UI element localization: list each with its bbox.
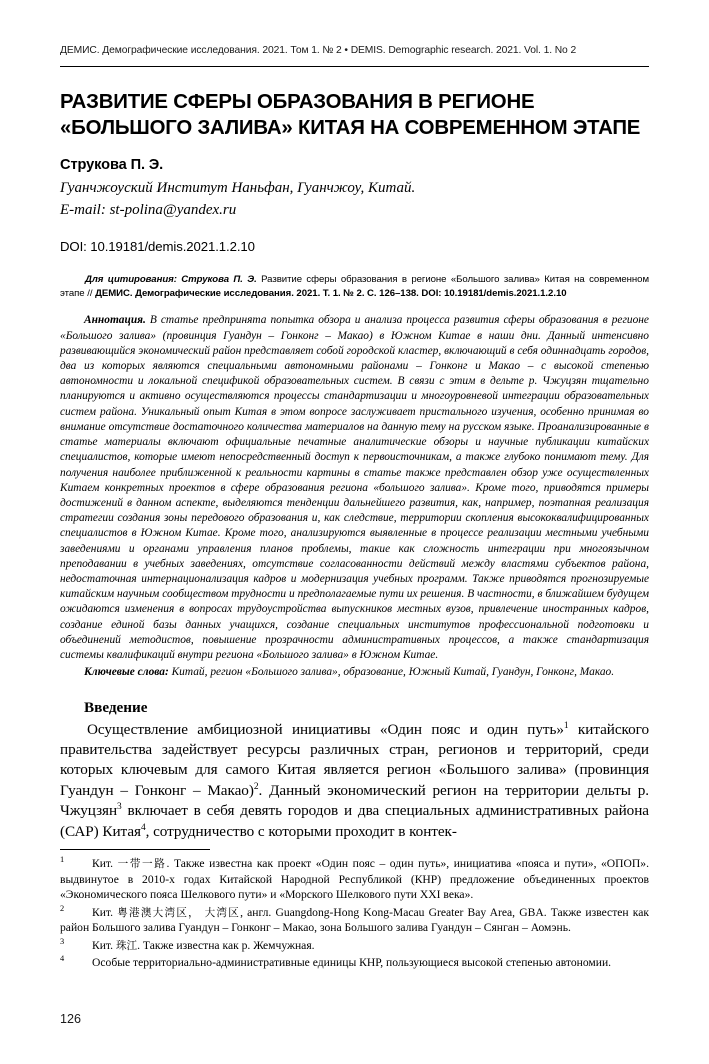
page-title bbox=[60, 89, 649, 141]
doi[interactable]: DOI: 10.19181/demis.2021.1.2.10 bbox=[60, 239, 255, 255]
citation-block bbox=[60, 273, 649, 300]
author-affiliation: Гуанчжоуский Институт Наньфан, Гуанчжоу, Китай. bbox=[60, 179, 416, 196]
footnote-number-4: 4 bbox=[60, 953, 65, 963]
abstract-lead: Аннотация. bbox=[84, 314, 146, 327]
footnote-cjk-2: 粤港澳大湾区， 大湾区 bbox=[117, 906, 241, 919]
keywords-block bbox=[60, 665, 649, 680]
keywords-lead: Ключевые слова: bbox=[84, 666, 169, 679]
body-text-part-3: . Данный экономический регион на территории дельты р. Чжуцзян bbox=[60, 781, 650, 820]
abstract-block bbox=[60, 313, 649, 663]
body-text-part-1: Осуществление амбициозной инициативы «Один пояс и один путь» bbox=[87, 720, 564, 738]
footnote-text-1b: . Также известна как проект «Один пояс – один путь», инициатива «пояса и пути», «ОПОП». выдвинутое в 2010-х годах Китайской Народной Республикой (КНР) предложение объединенных проектов «Экономического пояса Шелкового пути» и «Морского Шелкового пути XXI века». bbox=[60, 857, 649, 902]
footnote-cjk-3: 珠江 bbox=[115, 939, 138, 952]
footnote-text-2b: , англ. Guangdong-Hong Kong-Macau Greater Bay Area, GBA. Также известен как район Большого залива Гуандун – Гонконг – Макао, зона Большого залива Гуандун – Сянган – Аомэнь. bbox=[60, 905, 649, 935]
title-line-2: «БОЛЬШОГО ЗАЛИВА» КИТАЯ НА СОВРЕМЕННОМ ЭТАПЕ bbox=[60, 117, 641, 140]
footnote-number-3: 3 bbox=[60, 936, 65, 946]
footnote-number-1: 1 bbox=[60, 855, 65, 865]
footnote-ref-3[interactable]: 3 bbox=[117, 802, 122, 813]
footnote-text-3b: . Также известна как р. Жемчужная. bbox=[137, 938, 315, 952]
footnote-number-2: 2 bbox=[60, 903, 65, 913]
page-number: 126 bbox=[60, 1012, 82, 1026]
abstract-text: В статье предпринята попытка обзора и анализа процесса развития сферы образования в регионе «Большого залива» (провинция Гуандун – Гонконг – Макао) в Южном Китае в наши дни. Данный интенсивно развивающийся экономический район представляет собой городской кластер, включающий в себя одиннадцать городов, два из которых являются специальными автономными районами – Гонконг и Макао – с высокой степенью автономности и локальной спецификой образовательных систем. В связи с этим в дельте р. Чжуцзян тщательно планируются и активно осуществляются процессы стандартизации и многоуровневой интеграции образовательных систем района. Уникальный опыт Китая в этом вопросе заслуживает пристального изучения, особенно принимая во внимание отсутствие достаточного количества материалов на данную тему на русском языке. Проанализированные в статье материалы включают официальные печатные аналитические обзоры и научные публикации китайских специалистов, которые имеют непосредственный доступ к первоисточникам, а также глубоко понимают тему. Для получения наиболее приближенной к реальности картины в статье также представлен обзор уже осуществленных Китаем конкретных проектов в сфере образования региона «большого залива». Кроме того, приводятся примеры достижений в данном аспекте, выделяются тенденции дальнейшего развития, как, например, поэтапная реализация стратегии создания зоны передового образования и, как следствие, территории скопления высококвалифицированных специалистов в Южном Китае. Кроме того, анализируются выявленные в процессе реализации местными учебными заведениями и органами управления планов проблемы, такие как сложность интеграции при многоязычном преподавании в учебных заведениях, отсутствие согласованности действий между властями субъектов района, недостаточная интернационализация кадров и модернизация учебных программ. Также приводятся прогнозируемые китайским научным сообществом трудности и предполагаемые пути их решения. В частности, в ближайшем будущем ожидаются изменения в вопросах трудоустройства выпускников местных вузов, привлечение иностранных кадров, создание единой базы данных учащихся, создание специальных институтов профессиональной подготовки и объединений методистов, повышение прозрачности административных процессов, а также стандартизация системы квалификаций внутри региона «Большого залива» в Южном Китае. bbox=[60, 314, 649, 662]
citation-lead: Для цитирования: Струкова П. Э. bbox=[85, 274, 257, 286]
footnote-item-1 bbox=[60, 854, 649, 902]
body-text-part-4: включает в себя девять городов и два специальных административных района (САР) Китая bbox=[60, 802, 649, 840]
footnotes-block bbox=[60, 854, 649, 970]
body-text-part-2: китайского правительства задействует ресурсы различных стран, регионов и территорий, среди которых ключевым для самого Китая является регион «Большого залива» (провинция Гуандун – Гонконг – Макао) bbox=[60, 720, 649, 799]
footnote-text-2a: Кит. bbox=[92, 905, 118, 919]
body-paragraph bbox=[60, 720, 649, 843]
section-heading-introduction: Введение bbox=[84, 698, 148, 716]
footnote-ref-1[interactable]: 1 bbox=[563, 720, 569, 731]
author-name: Струкова П. Э. bbox=[60, 156, 164, 173]
footnote-text-4a: Особые территориально-административные единицы КНР, пользующиеся высокой степенью автономии. bbox=[92, 955, 612, 969]
author-email[interactable]: E-mail: st-polina@yandex.ru bbox=[60, 201, 237, 218]
footnote-text-3a: Кит. bbox=[92, 938, 116, 952]
title-line-1: РАЗВИТИЕ СФЕРЫ ОБРАЗОВАНИЯ В РЕГИОНЕ bbox=[60, 91, 535, 114]
keywords-text: Китай, регион «Большого залива», образование, Южный Китай, Гуандун, Гонконг, Макао. bbox=[168, 666, 615, 679]
citation-text: Развитие сферы образования в регионе «Большого залива» Китая на современном этапе // bbox=[60, 274, 649, 299]
footnote-separator bbox=[60, 849, 210, 850]
body-text-part-5: , сотрудничество с которыми проходит в контек- bbox=[145, 822, 457, 840]
running-head: ДЕМИС. Демографические исследования. 2021. Том 1. № 2 • DEMIS. Demographic research. 2021. Vol. 1. No 2 bbox=[60, 44, 649, 67]
footnote-ref-4[interactable]: 4 bbox=[140, 822, 146, 833]
footnote-item-4 bbox=[60, 953, 649, 970]
footnote-item-2 bbox=[60, 903, 649, 936]
footnote-ref-2[interactable]: 2 bbox=[253, 781, 259, 792]
footnote-item-3 bbox=[60, 936, 649, 953]
footnote-text-1a: Кит. bbox=[92, 857, 118, 871]
footnote-cjk-1: 一带一路 bbox=[117, 858, 167, 871]
citation-source: ДЕМИС. Демографические исследования. 2021. Т. 1. № 2. С. 126–138. DOI: 10.19181/demis.2021.1.2.10 bbox=[95, 287, 567, 299]
